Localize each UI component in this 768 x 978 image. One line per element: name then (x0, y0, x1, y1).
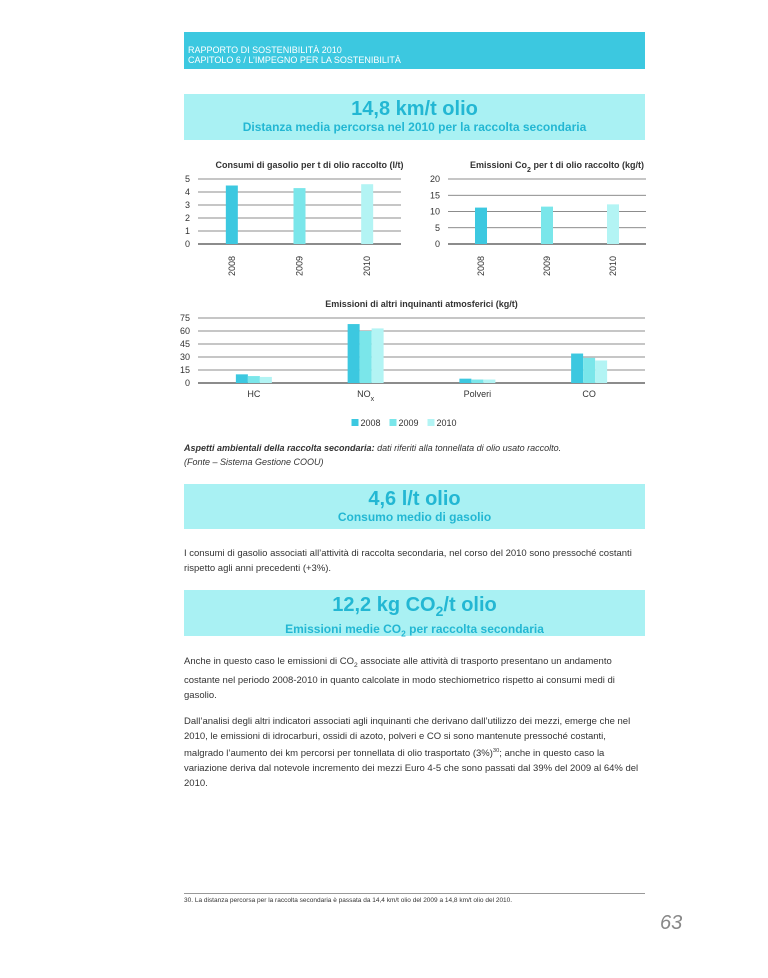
diesel-label: Consumo medio di gasolio (337, 510, 492, 524)
header-line2: CAPITOLO 6 / L’IMPEGNO PER LA SOSTENIBILITÀ (188, 55, 401, 65)
caption-rest: dati riferiti alla tonnellata di olio usato raccolto. (374, 443, 562, 453)
legend-swatch-2009 (390, 419, 397, 426)
report-header (184, 32, 645, 69)
y-tick-label: 30 (179, 352, 190, 362)
x-tick-label: Polveri (463, 389, 492, 399)
y-tick-label: 75 (179, 313, 190, 323)
bar-NO-2008 (348, 324, 360, 383)
x-tick-label: 2010 (608, 255, 618, 276)
y-tick-label: 15 (429, 190, 440, 201)
bar-HC-2009 (248, 376, 260, 383)
bar-NO-2009 (360, 331, 372, 383)
legend-swatch-2010 (428, 419, 435, 426)
x-tick-label: 2010 (362, 255, 373, 276)
bar-2008 (475, 208, 487, 244)
bar-CO-2008 (571, 354, 583, 383)
y-tick-label: 20 (429, 174, 440, 184)
legend-label: 2009 (398, 418, 419, 428)
bar-Polveri-2010 (483, 380, 495, 383)
co2-emissions-chart (420, 152, 650, 282)
bar-Polveri-2008 (459, 379, 471, 383)
y-tick-label: 1 (184, 226, 190, 236)
x-tick-label: 2009 (542, 255, 552, 276)
co2-value: 12,2 kg $CO_2/t$ olio (332, 594, 497, 619)
legend-swatch-2008 (352, 419, 359, 426)
y-tick-label: 0 (184, 378, 190, 388)
chart-caption (184, 441, 654, 469)
y-tick-label: 4 (184, 187, 190, 197)
co2-label: Emissioni medie $CO_2$ per raccolta secondaria (285, 622, 544, 639)
legend-label: 2008 (360, 418, 381, 428)
bar-NO-2010 (372, 328, 384, 383)
caption-source: (Fonte – Sistema Gestione COOU) (184, 457, 324, 467)
legend-label: 2010 (436, 418, 457, 428)
y-tick-label: 0 (434, 239, 440, 249)
y-tick-label: 5 (184, 174, 190, 184)
distance-label: Distanza media percorsa nel 2010 per la raccolta secondaria (242, 120, 587, 134)
chart-title: Consumi di gasolio per t di olio raccolto (l/t) (215, 160, 404, 170)
chart-title: Emissioni di altri inquinanti atmosferici (kg/t) (325, 299, 518, 309)
x-tick-label: HC (247, 389, 261, 399)
pollutants-chart (175, 292, 650, 432)
y-tick-label: 15 (179, 365, 190, 375)
footnote-divider (184, 893, 645, 894)
bar-HC-2008 (236, 374, 248, 383)
paragraph-pollutants: Dall’analisi degli altri indicatori associati agli inquinanti che derivano dall’utilizzo dei mezzi, emerge che nel 2010, le emissioni di idrocarburi, ossidi di azoto, polveri e CO si sono mantenute pressoché costanti, malgrado l’aumento dei km percorsi per tonnellata di olio trasportato $(3\%)^{30}$; anche in questo caso la variazione deriva dal notevole incremento dei mezzi Euro 4-5 che sono passati dal 39% del 2009 al 64% del 2010. (184, 716, 639, 790)
caption-bold: Aspetti ambientali della raccolta secondaria: (184, 443, 375, 453)
x-tick-label: 2009 (294, 255, 305, 276)
distance-banner (184, 94, 645, 140)
bar-Polveri-2009 (471, 380, 483, 383)
bar-2008 (226, 186, 238, 245)
y-tick-label: 10 (429, 206, 440, 217)
bar-2009 (294, 188, 306, 244)
x-tick-label: 2008 (226, 255, 237, 276)
bar-HC-2010 (260, 377, 272, 383)
footnote: 30. La distanza percorsa per la raccolta secondaria è passata da 14,4 km/t olio del 2009 a 14,8 km/t olio del 2010. (184, 897, 513, 904)
page-number: 63 (660, 912, 683, 934)
paragraph-co2: Anche in questo caso le emissioni di $CO_2$ associate alle attività di trasporto presentano un andamento costante nel periodo 2008-2010 in quanto calcolate in modo stechiometrico rispetto ai consumi medi di gasolio. (184, 656, 615, 701)
y-tick-label: 60 (179, 326, 190, 336)
y-tick-label: 5 (434, 222, 440, 233)
bar-CO-2010 (595, 360, 607, 383)
y-tick-label: 2 (184, 213, 190, 223)
chart-title: Emissioni $Co_2$ per t di olio raccolto (kg/t) (470, 160, 644, 174)
diesel-banner (184, 484, 645, 529)
diesel-value: 4,6 l/t olio (368, 488, 461, 510)
bar-2010 (361, 184, 373, 244)
diesel-consumption-chart (175, 152, 415, 282)
bar-2009 (541, 207, 553, 244)
y-tick-label: 45 (179, 339, 190, 349)
x-tick-label: $NO_x$ (357, 389, 375, 403)
bar-2010 (607, 204, 619, 244)
x-tick-label: 2008 (476, 255, 486, 276)
co2-banner (184, 590, 645, 639)
distance-value: 14,8 km/t olio (351, 98, 478, 120)
paragraph-diesel: I consumi di gasolio associati all’attività di raccolta secondaria, nel corso del 2010 sono pressoché costanti rispetto agli anni precedenti (+3%). (184, 548, 632, 574)
y-tick-label: 0 (184, 239, 190, 249)
bar-CO-2009 (583, 358, 595, 383)
y-tick-label: 3 (184, 200, 190, 210)
header-line1: RAPPORTO DI SOSTENIBILITÀ 2010 (188, 45, 342, 55)
x-tick-label: CO (582, 389, 596, 399)
